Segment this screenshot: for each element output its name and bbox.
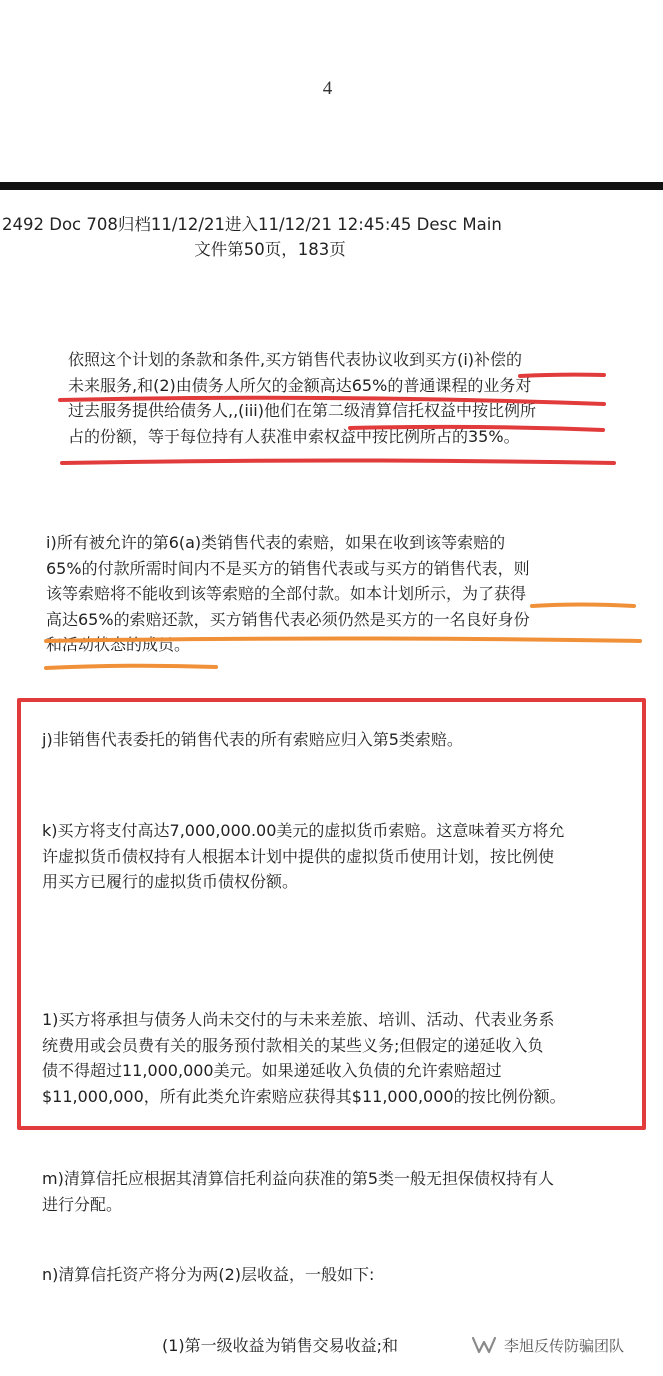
orange-underline xyxy=(46,666,216,668)
paragraph-j xyxy=(42,727,463,753)
paragraph-line: 许虚拟货币债权持有人根据本计划中提供的虚拟货币使用计划，按比例使 xyxy=(42,846,555,866)
paragraph-line: 依照这个计划的条款和条件,买方销售代表协议收到买方(i)补偿的 xyxy=(68,350,523,369)
paragraph-line: 高达65%的索赔还款，买方销售代表必须仍然是买方的一名良好身份 xyxy=(46,609,530,629)
red-underline xyxy=(62,461,614,464)
paragraph-line: n)清算信托资产将分为两(2)层收益，一般如下: xyxy=(42,1265,375,1284)
paragraph-line: 该等索赔将不能收到该等索赔的全部付款。如本计划所示，为了获得 xyxy=(46,584,527,603)
paragraph-l xyxy=(42,1007,566,1109)
paragraph-line: 进行分配。 xyxy=(42,1194,123,1214)
paragraph-line: 占的份额，等于每位持有人获准申索权益中按比例所占的35%。 xyxy=(68,426,520,446)
page-number: 4 xyxy=(322,78,333,99)
paragraph-line: 65%的付款所需时间内不是买方的销售代表或与买方的销售代表，则 xyxy=(46,558,530,578)
paragraph-line: 过去服务提供给债务人,,(iii)他们在第二级清算信托权益中按比例所 xyxy=(68,401,536,420)
paragraph-line: 用买方已履行的虚拟货币债权份额。 xyxy=(42,872,299,891)
paragraph-line: $11,000,000，所有此类允许索赔应获得其$11,000,000的按比例份额。 xyxy=(42,1086,566,1106)
paragraph-line: 债不得超过11,000,000美元。如果递延收入负债的允许索赔超过 xyxy=(42,1061,502,1080)
doc-header-line1: 2492 Doc 708归档11/12/21进入11/12/21 12:45:45 Desc Main xyxy=(2,215,502,234)
wechat-channel-icon xyxy=(470,1334,498,1356)
paragraph-line: 和活动状态的成员。 xyxy=(46,635,191,654)
paragraph-i xyxy=(46,530,530,658)
paragraph-line: m)清算信托应根据其清算信托利益向获准的第5类一般无担保债权持有人 xyxy=(42,1169,555,1188)
paragraph-h xyxy=(68,347,536,449)
watermark-text: 李旭反传防骗团队 xyxy=(504,1336,625,1355)
paragraph-m xyxy=(42,1166,554,1217)
paragraph-k xyxy=(42,818,564,895)
paragraph-n xyxy=(42,1262,374,1288)
watermark xyxy=(470,1334,624,1356)
paragraph-n-1 xyxy=(162,1333,398,1359)
paragraph-line: j)非销售代表委托的销售代表的所有索赔应归入第5类索赔。 xyxy=(42,730,463,749)
paragraph-line: (1)第一级收益为销售交易收益;和 xyxy=(162,1336,399,1355)
doc-header-line2: 文件第50页，183页 xyxy=(194,240,346,259)
paragraph-line: 统费用或会员费有关的服务预付款相关的某些义务;但假定的递延收入负 xyxy=(42,1035,544,1055)
paragraph-line: k)买方将支付高达7,000,000.00美元的虚拟货币索赔。这意味着买方将允 xyxy=(42,821,565,840)
page-divider xyxy=(0,182,663,190)
paragraph-line: 1)买方将承担与债务人尚未交付的与未来差旅、培训、活动、代表业务系 xyxy=(42,1010,555,1029)
paragraph-line: i)所有被允许的第6(a)类销售代表的索赔，如果在收到该等索赔的 xyxy=(46,533,506,552)
orange-underline xyxy=(532,605,634,607)
paragraph-line: 未来服务,和(2)由债务人所欠的金额高达65%的普通课程的业务对 xyxy=(68,375,532,395)
